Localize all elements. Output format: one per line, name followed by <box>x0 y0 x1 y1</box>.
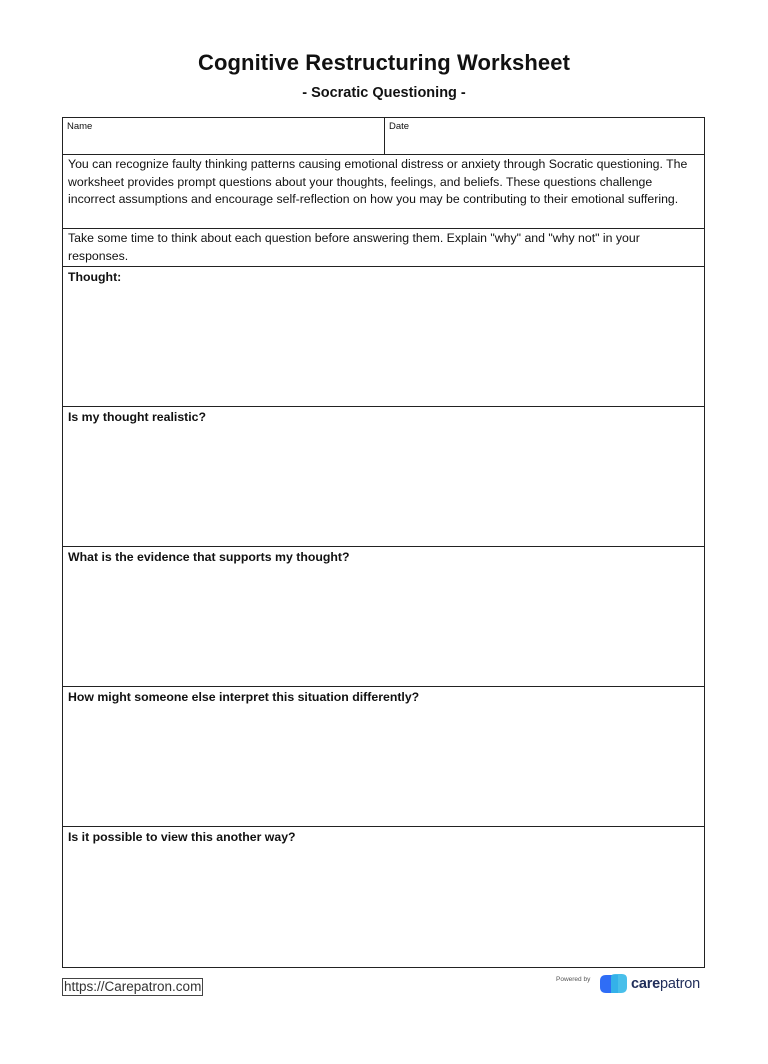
answer-box-thought[interactable] <box>63 267 704 407</box>
name-date-row <box>63 118 704 155</box>
question-label: Thought: <box>68 270 122 284</box>
name-label: Name <box>67 121 93 132</box>
intro-text: You can recognize faulty thinking patterns causing emotional distress or anxiety through Socratic questioning. The worksheet provides prompt questions about your thoughts, feelings, and beliefs. These questions challenge incorrect assumptions and encourage self-reflection on how you may be contributing to their emotional suffering. <box>68 157 688 207</box>
name-field[interactable] <box>63 118 385 154</box>
question-label: How might someone else interpret this situation differently? <box>68 690 420 704</box>
carepatron-logo[interactable] <box>598 973 708 997</box>
answer-box-interpretation[interactable] <box>63 687 704 827</box>
question-label: Is it possible to view this another way? <box>68 830 296 844</box>
page-subtitle: - Socratic Questioning - <box>302 85 466 101</box>
answer-box-another-way[interactable] <box>63 827 704 967</box>
carepatron-link[interactable]: https://Carepatron.com <box>64 979 202 994</box>
instructions-section <box>63 229 704 267</box>
question-label: Is my thought realistic? <box>68 410 207 424</box>
page-title: Cognitive Restructuring Worksheet <box>197 50 571 75</box>
carepatron-wordmark: carepatron <box>631 976 700 992</box>
question-label: What is the evidence that supports my thought? <box>68 550 350 564</box>
date-field[interactable] <box>385 118 704 154</box>
carepatron-logo-icon <box>598 973 628 995</box>
answer-box-evidence[interactable] <box>63 547 704 687</box>
worksheet-form <box>62 117 705 968</box>
intro-section <box>63 155 704 229</box>
powered-by-label: Powered by <box>556 976 591 983</box>
instructions-text: Take some time to think about each question before answering them. Explain "why" and "why not" in your responses. <box>68 231 640 263</box>
date-label: Date <box>389 121 410 132</box>
answer-box-realistic[interactable] <box>63 407 704 547</box>
